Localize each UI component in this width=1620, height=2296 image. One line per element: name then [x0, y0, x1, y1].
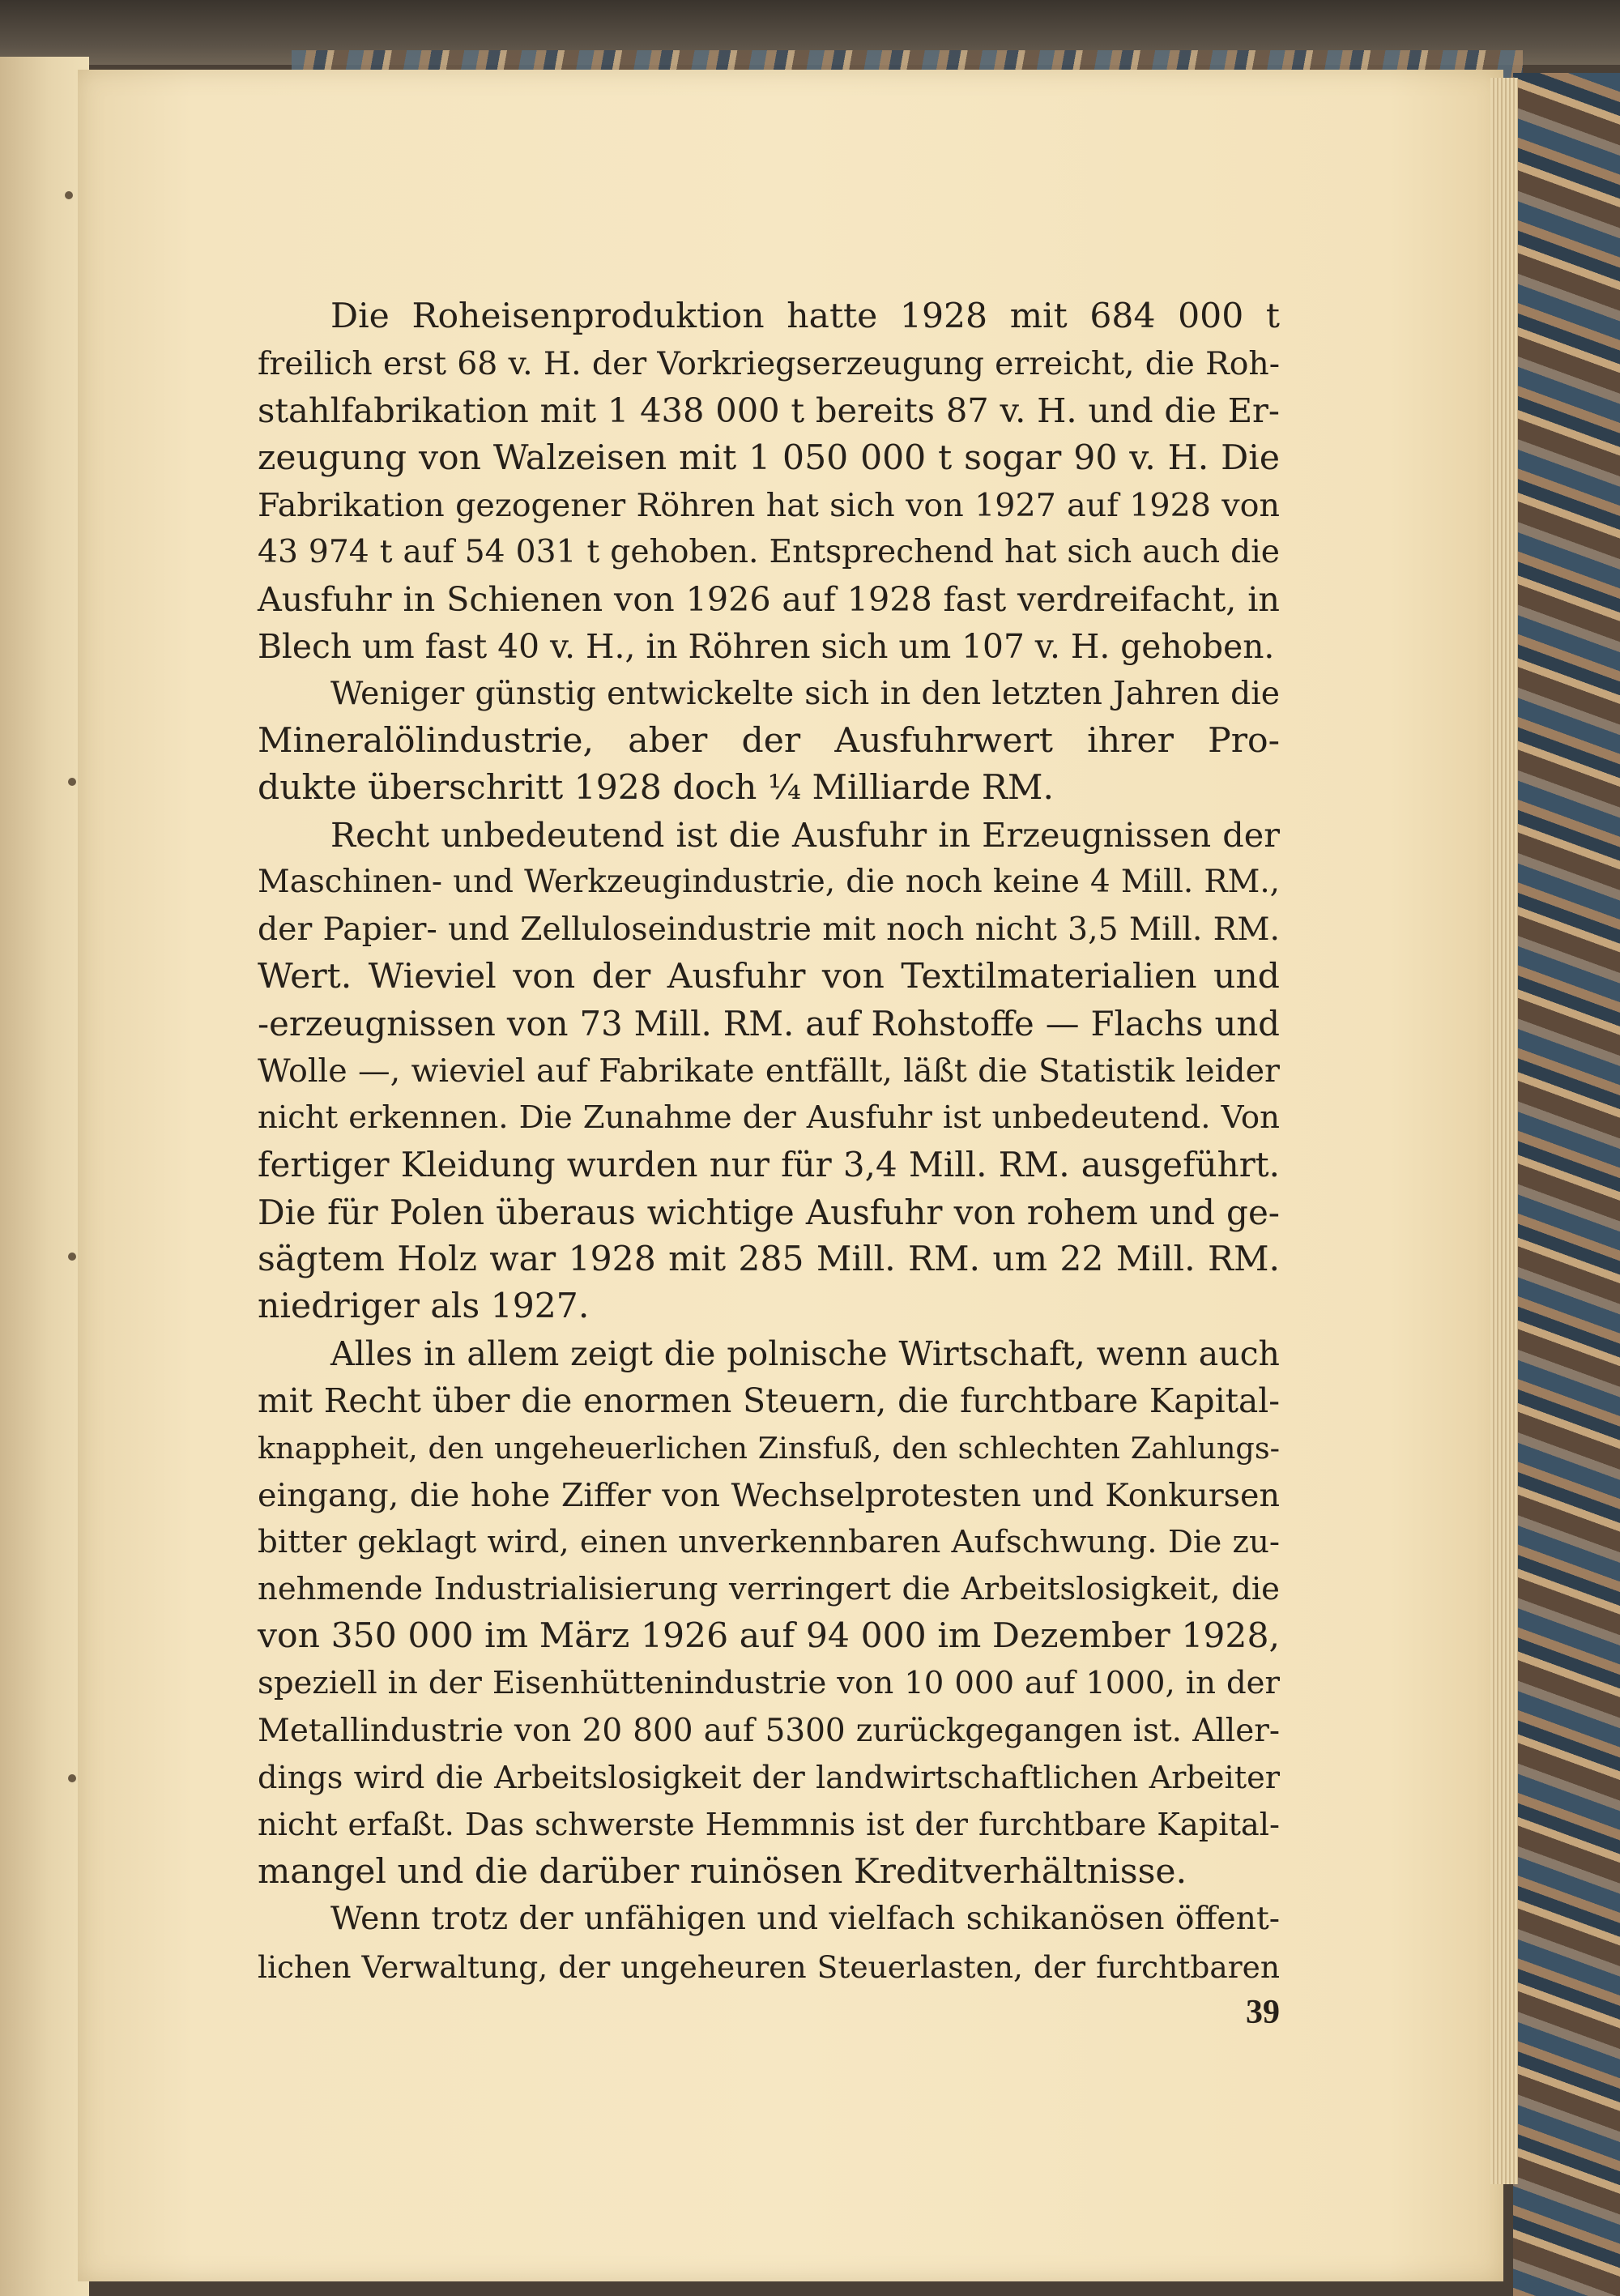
text-line: nehmende Industrialisierung verringert die Arbeitslosigkeit, die [258, 1571, 1280, 1608]
text-line: knappheit, den ungeheuerlichen Zinsfuß, den schlechten Zahlungs- [258, 1430, 1280, 1466]
binding-thread-mark [65, 191, 73, 199]
text-line: freilich erst 68 v. H. der Vorkriegserzeugung erreicht, die Roh- [258, 345, 1280, 383]
text-line: von 350 000 im März 1926 auf 94 000 im Dezember 1928, [258, 1616, 1280, 1657]
text-line: dukte überschritt 1928 doch ¼ Milliarde RM. [258, 767, 1054, 808]
text-line: Die für Polen überaus wichtige Ausfuhr von rohem und ge- [258, 1192, 1280, 1232]
text-line: Wert. Wieviel von der Ausfuhr von Textilmaterialien und [258, 956, 1280, 996]
text-line: bitter geklagt wird, einen unverkennbaren Aufschwung. Die zu- [258, 1523, 1280, 1560]
text-line: nicht erkennen. Die Zunahme der Ausfuhr ist unbedeutend. Von [258, 1099, 1280, 1137]
text-line: niedriger als 1927. [258, 1286, 590, 1326]
text-line: mangel und die darüber ruinösen Kreditverhältnisse. [258, 1852, 1187, 1893]
text-line: Recht unbedeutend ist die Ausfuhr in Erzeugnissen der [330, 816, 1280, 856]
binding-thread-mark [68, 778, 76, 786]
text-line: speziell in der Eisenhüttenindustrie von 10 000 auf 1000, in der [258, 1665, 1280, 1702]
body-text [258, 293, 1280, 1991]
text-line: Blech um fast 40 v. H., in Röhren sich um 107 v. H. gehoben. [258, 627, 1275, 667]
text-line: sägtem Holz war 1928 mit 285 Mill. RM. um 22 Mill. RM. [258, 1239, 1280, 1279]
text-line: lichen Verwaltung, der ungeheuren Steuerlasten, der furchtbaren [258, 1948, 1280, 1985]
text-line: Wolle —, wieviel auf Fabrikate entfällt, läßt die Statistik leider [258, 1052, 1280, 1090]
text-line: nicht erfaßt. Das schwerste Hemmnis ist der furchtbare Kapital- [258, 1807, 1280, 1843]
text-line: der Papier- und Zelluloseindustrie mit noch nicht 3,5 Mill. RM. [258, 911, 1280, 949]
binding-thread-mark [68, 1253, 76, 1261]
text-line: Maschinen- und Werkzeugindustrie, die noch keine 4 Mill. RM., [258, 864, 1280, 901]
text-line: zeugung von Walzeisen mit 1 050 000 t sogar 90 v. H. Die [258, 437, 1280, 478]
text-line: dings wird die Arbeitslosigkeit der landwirtschaftlichen Arbeiter [258, 1760, 1280, 1796]
text-line: Wenn trotz der unfähigen und vielfach schikanösen öffent- [330, 1901, 1280, 1938]
text-line: fertiger Kleidung wurden nur für 3,4 Mill. RM. ausgeführt. [258, 1145, 1280, 1185]
text-line: Die Roheisenproduktion hatte 1928 mit 684 000 t [330, 297, 1280, 336]
text-line: 43 974 t auf 54 031 t gehoben. Entsprechend hat sich auch die [258, 533, 1280, 570]
facing-page-edge [0, 57, 89, 2296]
text-line: mit Recht über die enormen Steuern, die furchtbare Kapital- [258, 1381, 1280, 1421]
text-line: Mineralölindustrie, aber der Ausfuhrwert ihrer Pro- [258, 720, 1280, 761]
text-line: stahlfabrikation mit 1 438 000 t bereits 87 v. H. und die Er- [258, 390, 1280, 431]
text-line: -erzeugnissen von 73 Mill. RM. auf Rohstoffe — Flachs und [258, 1003, 1280, 1043]
page-number: 39 [1246, 1994, 1280, 2031]
marbled-endpaper-right [1513, 73, 1620, 2296]
binding-thread-mark [68, 1774, 76, 1782]
text-line: Fabrikation gezogener Röhren hat sich von 1927 auf 1928 von [258, 486, 1280, 524]
page-stack-edges [1490, 78, 1518, 2184]
text-line: Alles in allem zeigt die polnische Wirtschaft, wenn auch [330, 1334, 1280, 1374]
text-line: eingang, die hohe Ziffer von Wechselprotesten und Konkursen [258, 1476, 1280, 1514]
text-line: Ausfuhr in Schienen von 1926 auf 1928 fast verdreifacht, in [258, 580, 1280, 620]
text-line: Weniger günstig entwickelte sich in den letzten Jahren die [330, 675, 1280, 712]
text-line: Metallindustrie von 20 800 auf 5300 zurückgegangen ist. Aller- [258, 1712, 1280, 1749]
